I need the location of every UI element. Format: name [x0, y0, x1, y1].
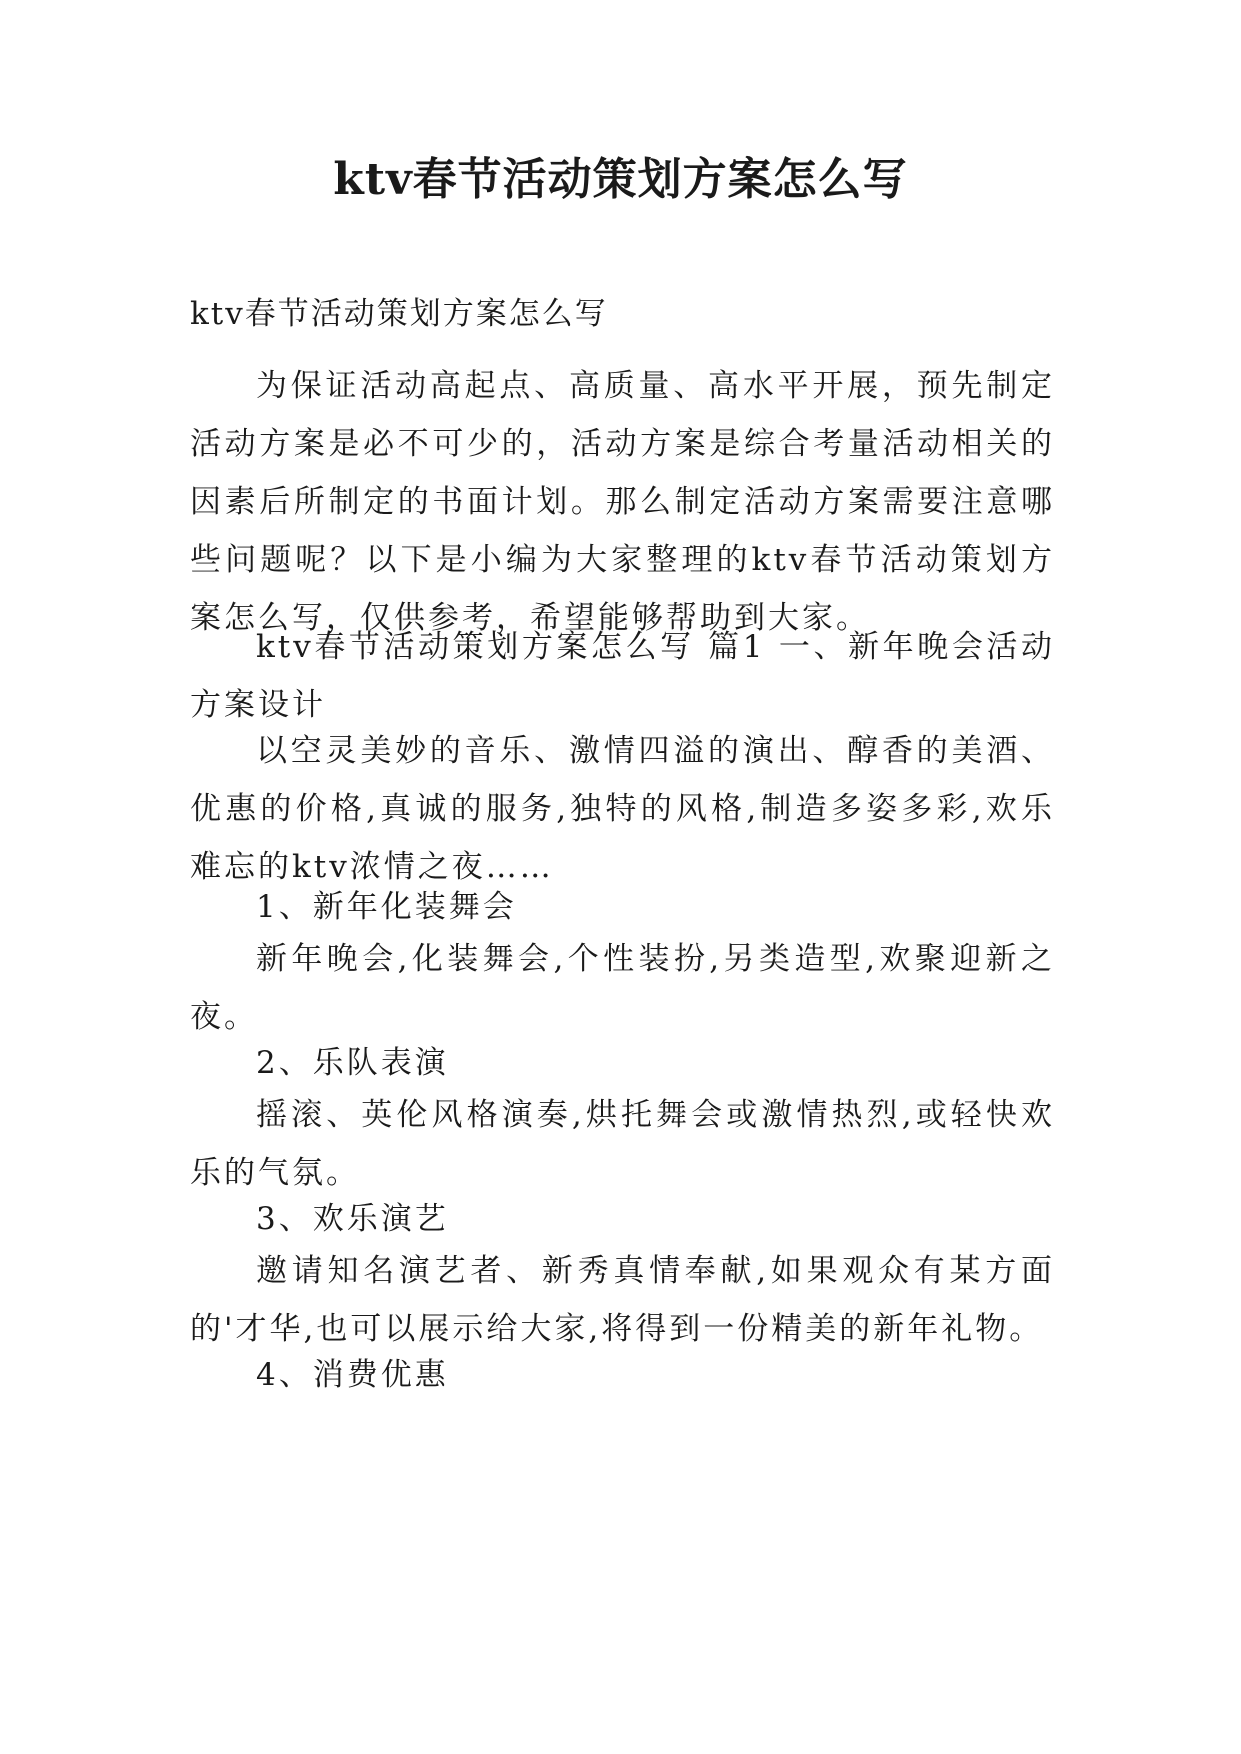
document-subtitle: ktv春节活动策划方案怎么写 [190, 296, 608, 332]
item-heading-3: 3、欢乐演艺 [256, 1201, 449, 1237]
item-heading-2: 2、乐队表演 [256, 1045, 449, 1081]
item-text-2: 摇滚、英伦风格演奏,烘托舞会或激情热烈,或轻快欢乐的气氛。 [190, 1097, 1055, 1191]
item-text-3: 邀请知名演艺者、新秀真情奉献,如果观众有某方面的'才华,也可以展示给大家,将得到一份精美的新年礼物。 [190, 1253, 1055, 1347]
item-heading-1: 1、新年化装舞会 [256, 889, 517, 925]
page-title: ktv春节活动策划方案怎么写 [333, 154, 908, 205]
intro-paragraph: 为保证活动高起点、高质量、高水平开展，预先制定活动方案是必不可少的，活动方案是综合考量活动相关的因素后所制定的书面计划。那么制定活动方案需要注意哪些问题呢？以下是小编为大家整理的ktv春节活动策划方案怎么写，仅供参考，希望能够帮助到大家。 [190, 368, 1055, 636]
item-text-1: 新年晚会,化装舞会,个性装扮,另类造型,欢聚迎新之夜。 [190, 941, 1055, 1035]
opening-paragraph: 以空灵美妙的音乐、激情四溢的演出、醇香的美酒、优惠的价格,真诚的服务,独特的风格,制造多姿多彩,欢乐难忘的ktv浓情之夜…… [190, 733, 1055, 885]
item-heading-4: 4、消费优惠 [256, 1357, 449, 1393]
section-heading: ktv春节活动策划方案怎么写 篇1 一、新年晚会活动方案设计 [190, 629, 1055, 723]
